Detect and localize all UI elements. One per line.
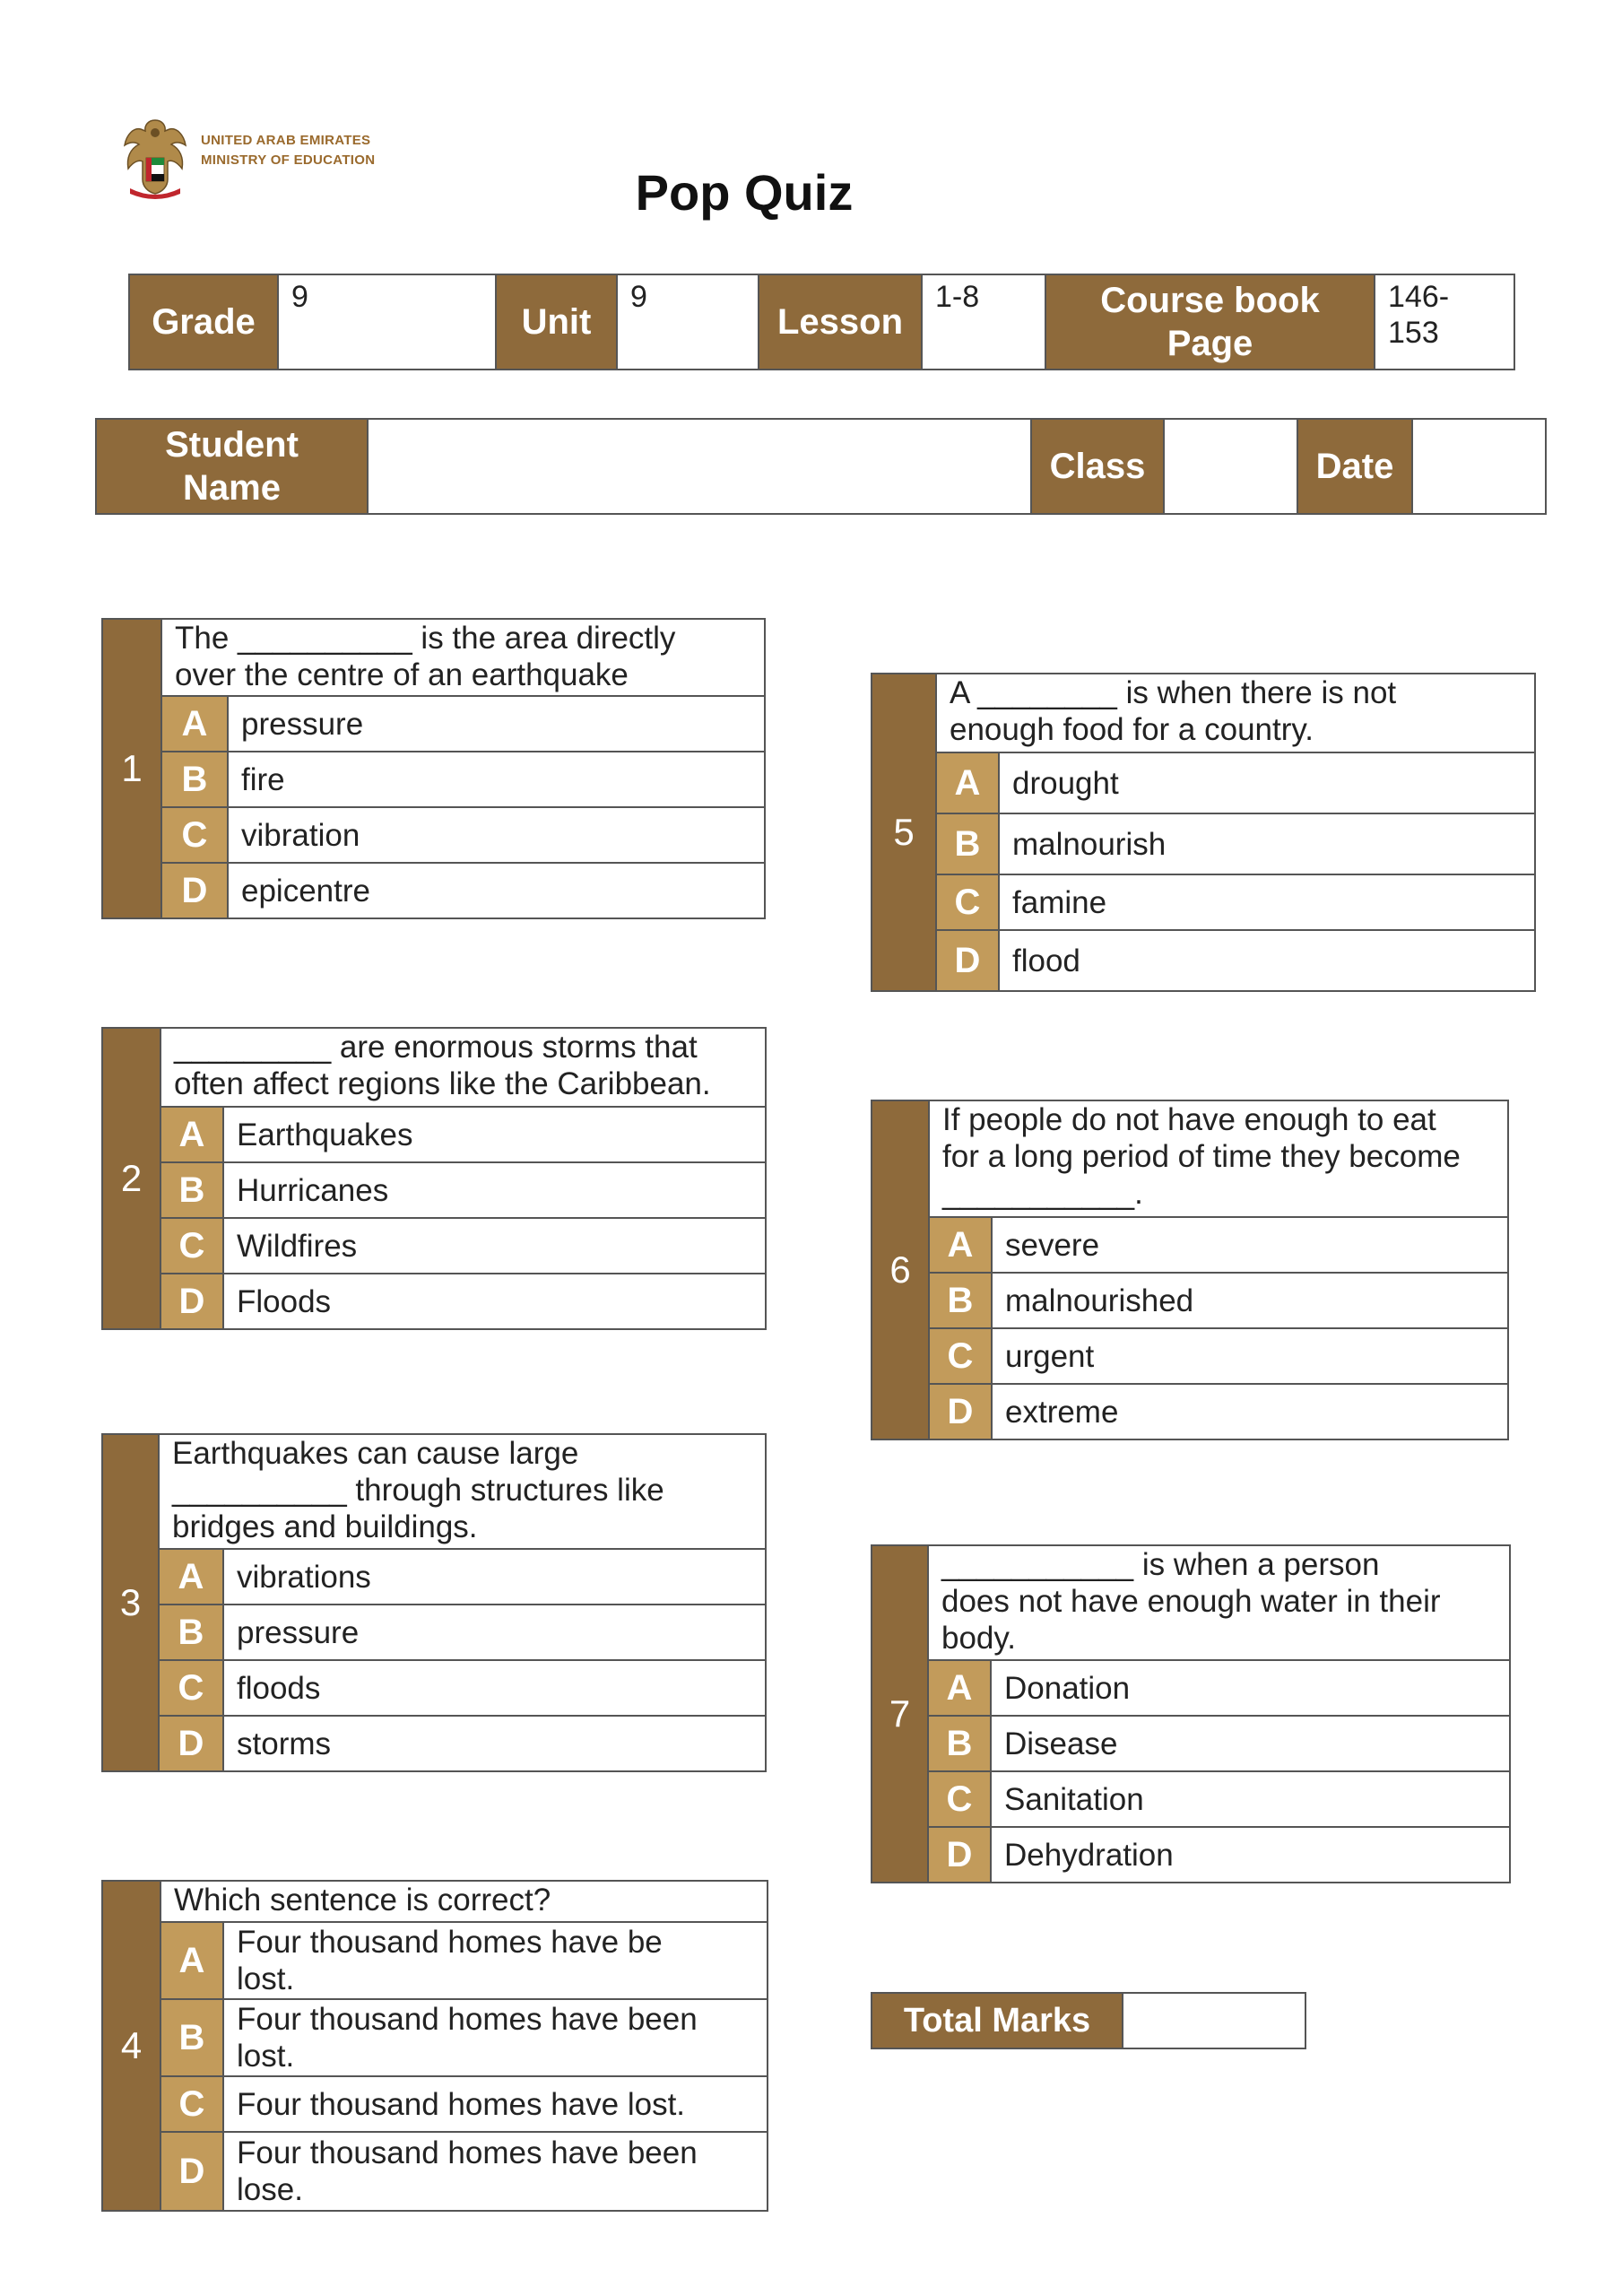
question-stem: If people do not have enough to eat for a long period of time they become ___________. bbox=[929, 1100, 1508, 1217]
student-label-line1: Student bbox=[165, 425, 299, 465]
option-text[interactable]: fire bbox=[228, 752, 765, 807]
page-value-line1: 146- bbox=[1388, 280, 1450, 314]
option-letter[interactable]: D bbox=[159, 1716, 223, 1771]
student-info-table bbox=[95, 418, 1547, 515]
option-text[interactable]: malnourished bbox=[992, 1273, 1508, 1328]
question-number: 3 bbox=[102, 1434, 159, 1771]
option-letter[interactable]: C bbox=[929, 1328, 992, 1384]
option-text[interactable]: Four thousand homes have been lost. bbox=[223, 1999, 768, 2076]
option-text[interactable]: floods bbox=[223, 1660, 766, 1716]
question-stem: Earthquakes can cause large __________ through structures like bridges and buildings. bbox=[159, 1434, 766, 1549]
question-number: 1 bbox=[102, 619, 161, 918]
option-text[interactable]: Four thousand homes have lost. bbox=[223, 2076, 768, 2132]
option-text[interactable]: severe bbox=[992, 1217, 1508, 1273]
option-letter[interactable]: B bbox=[161, 752, 228, 807]
option-letter[interactable]: D bbox=[929, 1384, 992, 1439]
question-stem: Which sentence is correct? bbox=[160, 1881, 768, 1922]
option-text[interactable]: flood bbox=[999, 930, 1535, 991]
total-marks-field[interactable] bbox=[1123, 1993, 1305, 2048]
class-label: Class bbox=[1031, 419, 1164, 514]
lesson-value[interactable]: 1-8 bbox=[922, 274, 1045, 370]
option-text[interactable]: Earthquakes bbox=[223, 1107, 766, 1162]
option-text[interactable]: epicentre bbox=[228, 863, 765, 918]
option-letter[interactable]: C bbox=[161, 807, 228, 863]
option-text[interactable]: Wildfires bbox=[223, 1218, 766, 1274]
course-book-label-line1: Course book bbox=[1100, 281, 1320, 320]
option-text[interactable]: Dehydration bbox=[991, 1827, 1510, 1883]
option-text[interactable]: urgent bbox=[992, 1328, 1508, 1384]
option-text[interactable]: Donation bbox=[991, 1660, 1510, 1716]
option-text[interactable]: Four thousand homes have be lost. bbox=[223, 1922, 768, 1999]
total-marks-label: Total Marks bbox=[872, 1993, 1123, 2048]
option-text[interactable]: malnourish bbox=[999, 813, 1535, 874]
question-stem: The __________ is the area directly over the centre of an earthquake bbox=[161, 619, 765, 696]
question-4 bbox=[101, 1880, 768, 2212]
option-text[interactable]: famine bbox=[999, 874, 1535, 930]
option-letter[interactable]: B bbox=[159, 1605, 223, 1660]
unit-value[interactable]: 9 bbox=[617, 274, 759, 370]
question-number: 5 bbox=[872, 674, 936, 991]
question-number: 2 bbox=[102, 1028, 160, 1329]
option-text[interactable]: extreme bbox=[992, 1384, 1508, 1439]
question-1 bbox=[101, 618, 766, 919]
option-letter[interactable]: A bbox=[936, 752, 999, 813]
question-3 bbox=[101, 1433, 767, 1772]
option-letter[interactable]: B bbox=[936, 813, 999, 874]
question-6 bbox=[871, 1100, 1509, 1440]
option-letter[interactable]: D bbox=[936, 930, 999, 991]
course-book-page-value[interactable] bbox=[1375, 274, 1514, 370]
question-5 bbox=[871, 673, 1536, 992]
option-text[interactable]: Floods bbox=[223, 1274, 766, 1329]
option-letter[interactable]: A bbox=[929, 1217, 992, 1273]
option-letter[interactable]: C bbox=[936, 874, 999, 930]
org-line-1: UNITED ARAB EMIRATES bbox=[201, 133, 371, 148]
option-letter[interactable]: B bbox=[929, 1273, 992, 1328]
option-text[interactable]: Four thousand homes have been lose. bbox=[223, 2132, 768, 2211]
option-letter[interactable]: B bbox=[160, 1999, 223, 2076]
option-text[interactable]: pressure bbox=[228, 696, 765, 752]
student-name-field[interactable] bbox=[368, 419, 1031, 514]
total-marks-table bbox=[871, 1992, 1306, 2049]
question-stem: _________ are enormous storms that often affect regions like the Caribbean. bbox=[160, 1028, 766, 1107]
option-text[interactable]: Disease bbox=[991, 1716, 1510, 1771]
lesson-label: Lesson bbox=[759, 274, 922, 370]
option-letter[interactable]: D bbox=[161, 863, 228, 918]
grade-label: Grade bbox=[129, 274, 278, 370]
page-title: Pop Quiz bbox=[635, 164, 854, 221]
option-letter[interactable]: C bbox=[928, 1771, 991, 1827]
question-number: 4 bbox=[102, 1881, 160, 2211]
option-letter[interactable]: D bbox=[160, 1274, 223, 1329]
question-number: 7 bbox=[872, 1545, 928, 1883]
question-2 bbox=[101, 1027, 767, 1330]
student-name-label bbox=[96, 419, 368, 514]
grade-value[interactable]: 9 bbox=[278, 274, 496, 370]
option-letter[interactable]: A bbox=[160, 1107, 223, 1162]
option-letter[interactable]: C bbox=[160, 2076, 223, 2132]
org-line-2: MINISTRY OF EDUCATION bbox=[201, 152, 376, 168]
option-text[interactable]: vibrations bbox=[223, 1549, 766, 1605]
option-letter[interactable]: D bbox=[160, 2132, 223, 2211]
course-book-label-line2: Page bbox=[1167, 324, 1253, 363]
option-letter[interactable]: A bbox=[159, 1549, 223, 1605]
option-text[interactable]: drought bbox=[999, 752, 1535, 813]
option-letter[interactable]: B bbox=[160, 1162, 223, 1218]
unit-label: Unit bbox=[496, 274, 617, 370]
option-text[interactable]: pressure bbox=[223, 1605, 766, 1660]
question-number: 6 bbox=[872, 1100, 929, 1439]
option-letter[interactable]: A bbox=[160, 1922, 223, 1999]
option-text[interactable]: vibration bbox=[228, 807, 765, 863]
option-letter[interactable]: B bbox=[928, 1716, 991, 1771]
date-field[interactable] bbox=[1412, 419, 1546, 514]
student-label-line2: Name bbox=[183, 468, 281, 508]
page-value-line2: 153 bbox=[1388, 316, 1439, 350]
course-info-table bbox=[128, 274, 1515, 370]
date-label: Date bbox=[1297, 419, 1412, 514]
question-stem: A ________ is when there is not enough food for a country. bbox=[936, 674, 1535, 752]
question-7 bbox=[871, 1544, 1511, 1883]
option-letter[interactable]: C bbox=[160, 1218, 223, 1274]
question-stem: ___________ is when a person does not have enough water in their body. bbox=[928, 1545, 1510, 1660]
option-letter[interactable]: A bbox=[161, 696, 228, 752]
option-text[interactable]: Sanitation bbox=[991, 1771, 1510, 1827]
option-text[interactable]: Hurricanes bbox=[223, 1162, 766, 1218]
option-letter[interactable]: A bbox=[928, 1660, 991, 1716]
option-letter[interactable]: D bbox=[928, 1827, 991, 1883]
class-field[interactable] bbox=[1164, 419, 1297, 514]
course-book-page-label bbox=[1045, 274, 1375, 370]
option-text[interactable]: storms bbox=[223, 1716, 766, 1771]
option-letter[interactable]: C bbox=[159, 1660, 223, 1716]
